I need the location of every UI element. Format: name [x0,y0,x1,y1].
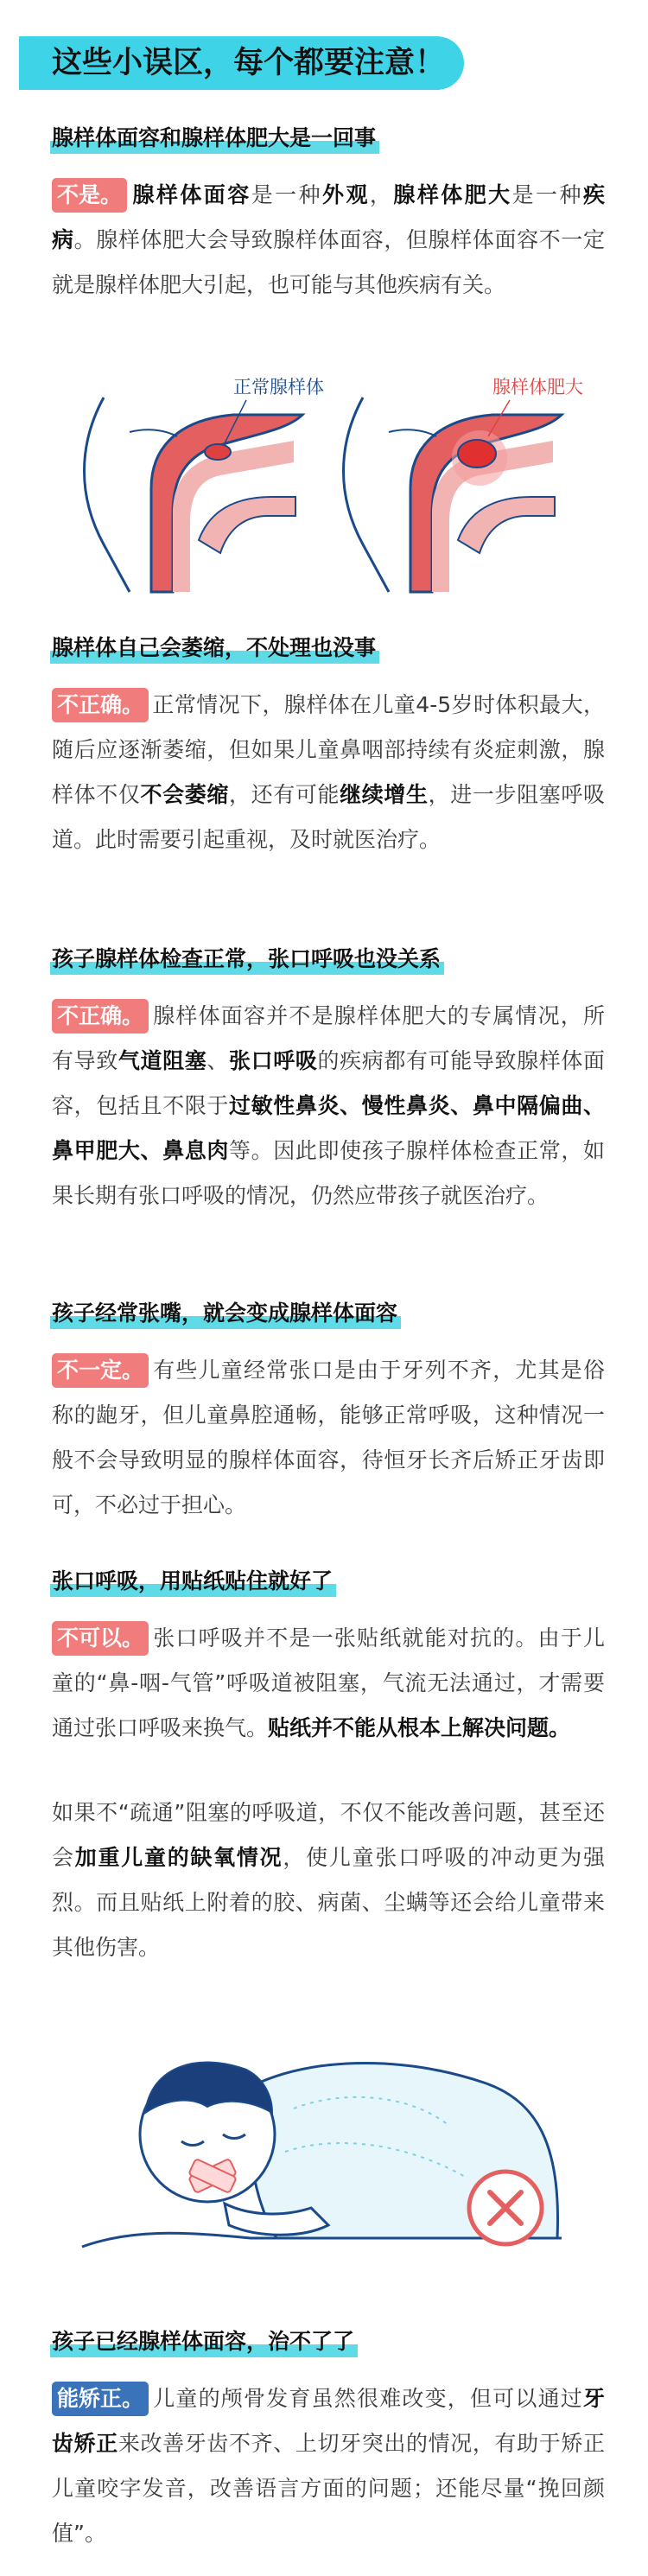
verdict-tag: 能矫正。 [52,2382,149,2416]
emphasis-text: 不会萎缩 [140,782,229,807]
body-text: 是一种 [251,182,323,207]
body-text: 张口呼吸并不是一张贴纸就能对抗的。由于儿童的“鼻-咽-气管”呼吸道被阻塞，气流无法通过，才需要通过张口呼吸来换气。 [52,1625,605,1740]
body-text: 来改善牙齿不齐、上切牙突出的情况，有助于矫正儿童咬字发音，改善语言方面的问题；还能尽量“挽回颜值”。 [52,2431,605,2546]
section-heading: 孩子已经腺样体面容，治不了了 [52,2325,354,2359]
body-text: ，进一步阻塞呼吸道。此时需要引起重视，及时就医治疗。 [52,782,605,852]
emphasis-text: 贴纸并不能从根本上解决问题。 [268,1715,571,1740]
emphasis-text: 疾病 [52,182,605,252]
section-heading: 腺样体面容和腺样体肥大是一回事 [52,121,376,156]
label-normal-adenoid: 正常腺样体 [233,378,324,398]
emphasis-text: 腺样体肥大 [393,182,512,207]
emphasis-text: 气道阻塞 [118,1048,207,1073]
verdict-tag: 不一定。 [52,1353,149,1388]
verdict-tag: 不可以。 [52,1621,149,1656]
label-enlarged-adenoid: 腺样体肥大 [492,378,583,398]
body-text: 、 [206,1048,229,1073]
verdict-tag: 不是。 [52,178,127,213]
section-heading: 腺样体自己会萎缩，不处理也没事 [52,631,376,665]
body-text: 儿童的颅骨发育虽然很难改变，但可以通过 [152,2386,583,2411]
section-paragraph [52,683,605,862]
body-text: ， [369,182,394,207]
adenoid-comparison-figure [69,367,588,601]
verdict-tag: 不正确。 [52,999,149,1034]
section-paragraph [52,173,605,308]
body-text: 有些儿童经常张口是由于牙列不齐，尤其是俗称的龅牙，但儿童鼻腔通畅，能够正常呼吸，这种情况一般不会导致明显的腺样体面容，待恒牙长齐后矫正牙齿即可，不必过于担心。 [52,1358,605,1517]
emphasis-text: 牙齿矫正 [52,2386,605,2456]
body-text: 的疾病都有可能导致腺样体面容，包括且不限于 [52,1048,605,1118]
section-1 [52,121,605,308]
verdict-tag: 不正确。 [52,688,149,722]
emphasis-text: 加重儿童的缺氧情况 [74,1845,283,1870]
emphasis-text: 外观 [322,182,370,207]
emphasis-text: 继续增生 [340,782,429,807]
sleeping-child-figure [78,2031,579,2273]
body-text: 腺样体面容并不是腺样体肥大的专属情况，所有导致 [52,1003,605,1073]
section-heading: 张口呼吸，用贴纸贴住就好了 [52,1564,333,1599]
section-heading: 孩子经常张嘴，就会变成腺样体面容 [52,1296,397,1331]
section-6 [52,2325,605,2556]
title-banner [19,36,464,90]
section-heading: 孩子腺样体检查正常，张口呼吸也没关系 [52,942,441,976]
enlarged-adenoid-diagram [344,378,584,592]
body-text: 正常情况下，腺样体在儿童4-5岁时体积最大，随后应逐渐萎缩，但如果儿童鼻咽部持续有炎症刺激，腺样体不仅 [52,692,605,807]
body-text: ，使儿童张口呼吸的冲动更为强烈。而且贴纸上附着的胶、病菌、尘螨等还会给儿童带来其他伤害。 [52,1845,605,1960]
body-text: 如果不“疏通”阻塞的呼吸道，不仅不能改善问题，甚至还会 [52,1800,605,1870]
emphasis-text: 腺样体面容 [130,182,251,207]
emphasis-text: 过敏性鼻炎、慢性鼻炎、鼻中隔偏曲、鼻甲肥大、鼻息肉 [52,1093,605,1163]
body-text: ，还有可能 [229,782,340,807]
emphasis-text: 张口呼吸 [229,1048,318,1073]
section-paragraph [52,1616,605,1751]
body-text: 等。因此即使孩子腺样体检查正常，如果长期有张口呼吸的情况，仍然应带孩子就医治疗。 [52,1138,605,1208]
body-text: 。腺样体肥大会导致腺样体面容，但腺样体面容不一定就是腺样体肥大引起，也可能与其他疾病有关。 [52,227,605,297]
section-paragraph [52,994,605,1218]
normal-adenoid-diagram [85,378,325,592]
section-4 [52,1296,605,1528]
section-5 [52,1564,605,1970]
section-paragraph [52,1348,605,1528]
section-paragraph [52,2376,605,2556]
section-paragraph-extra [52,1790,605,1970]
body-text: 是一种 [511,182,583,207]
section-2 [52,631,605,862]
page-title: 这些小误区，每个都要注意！ [52,46,446,80]
section-3 [52,942,605,1218]
